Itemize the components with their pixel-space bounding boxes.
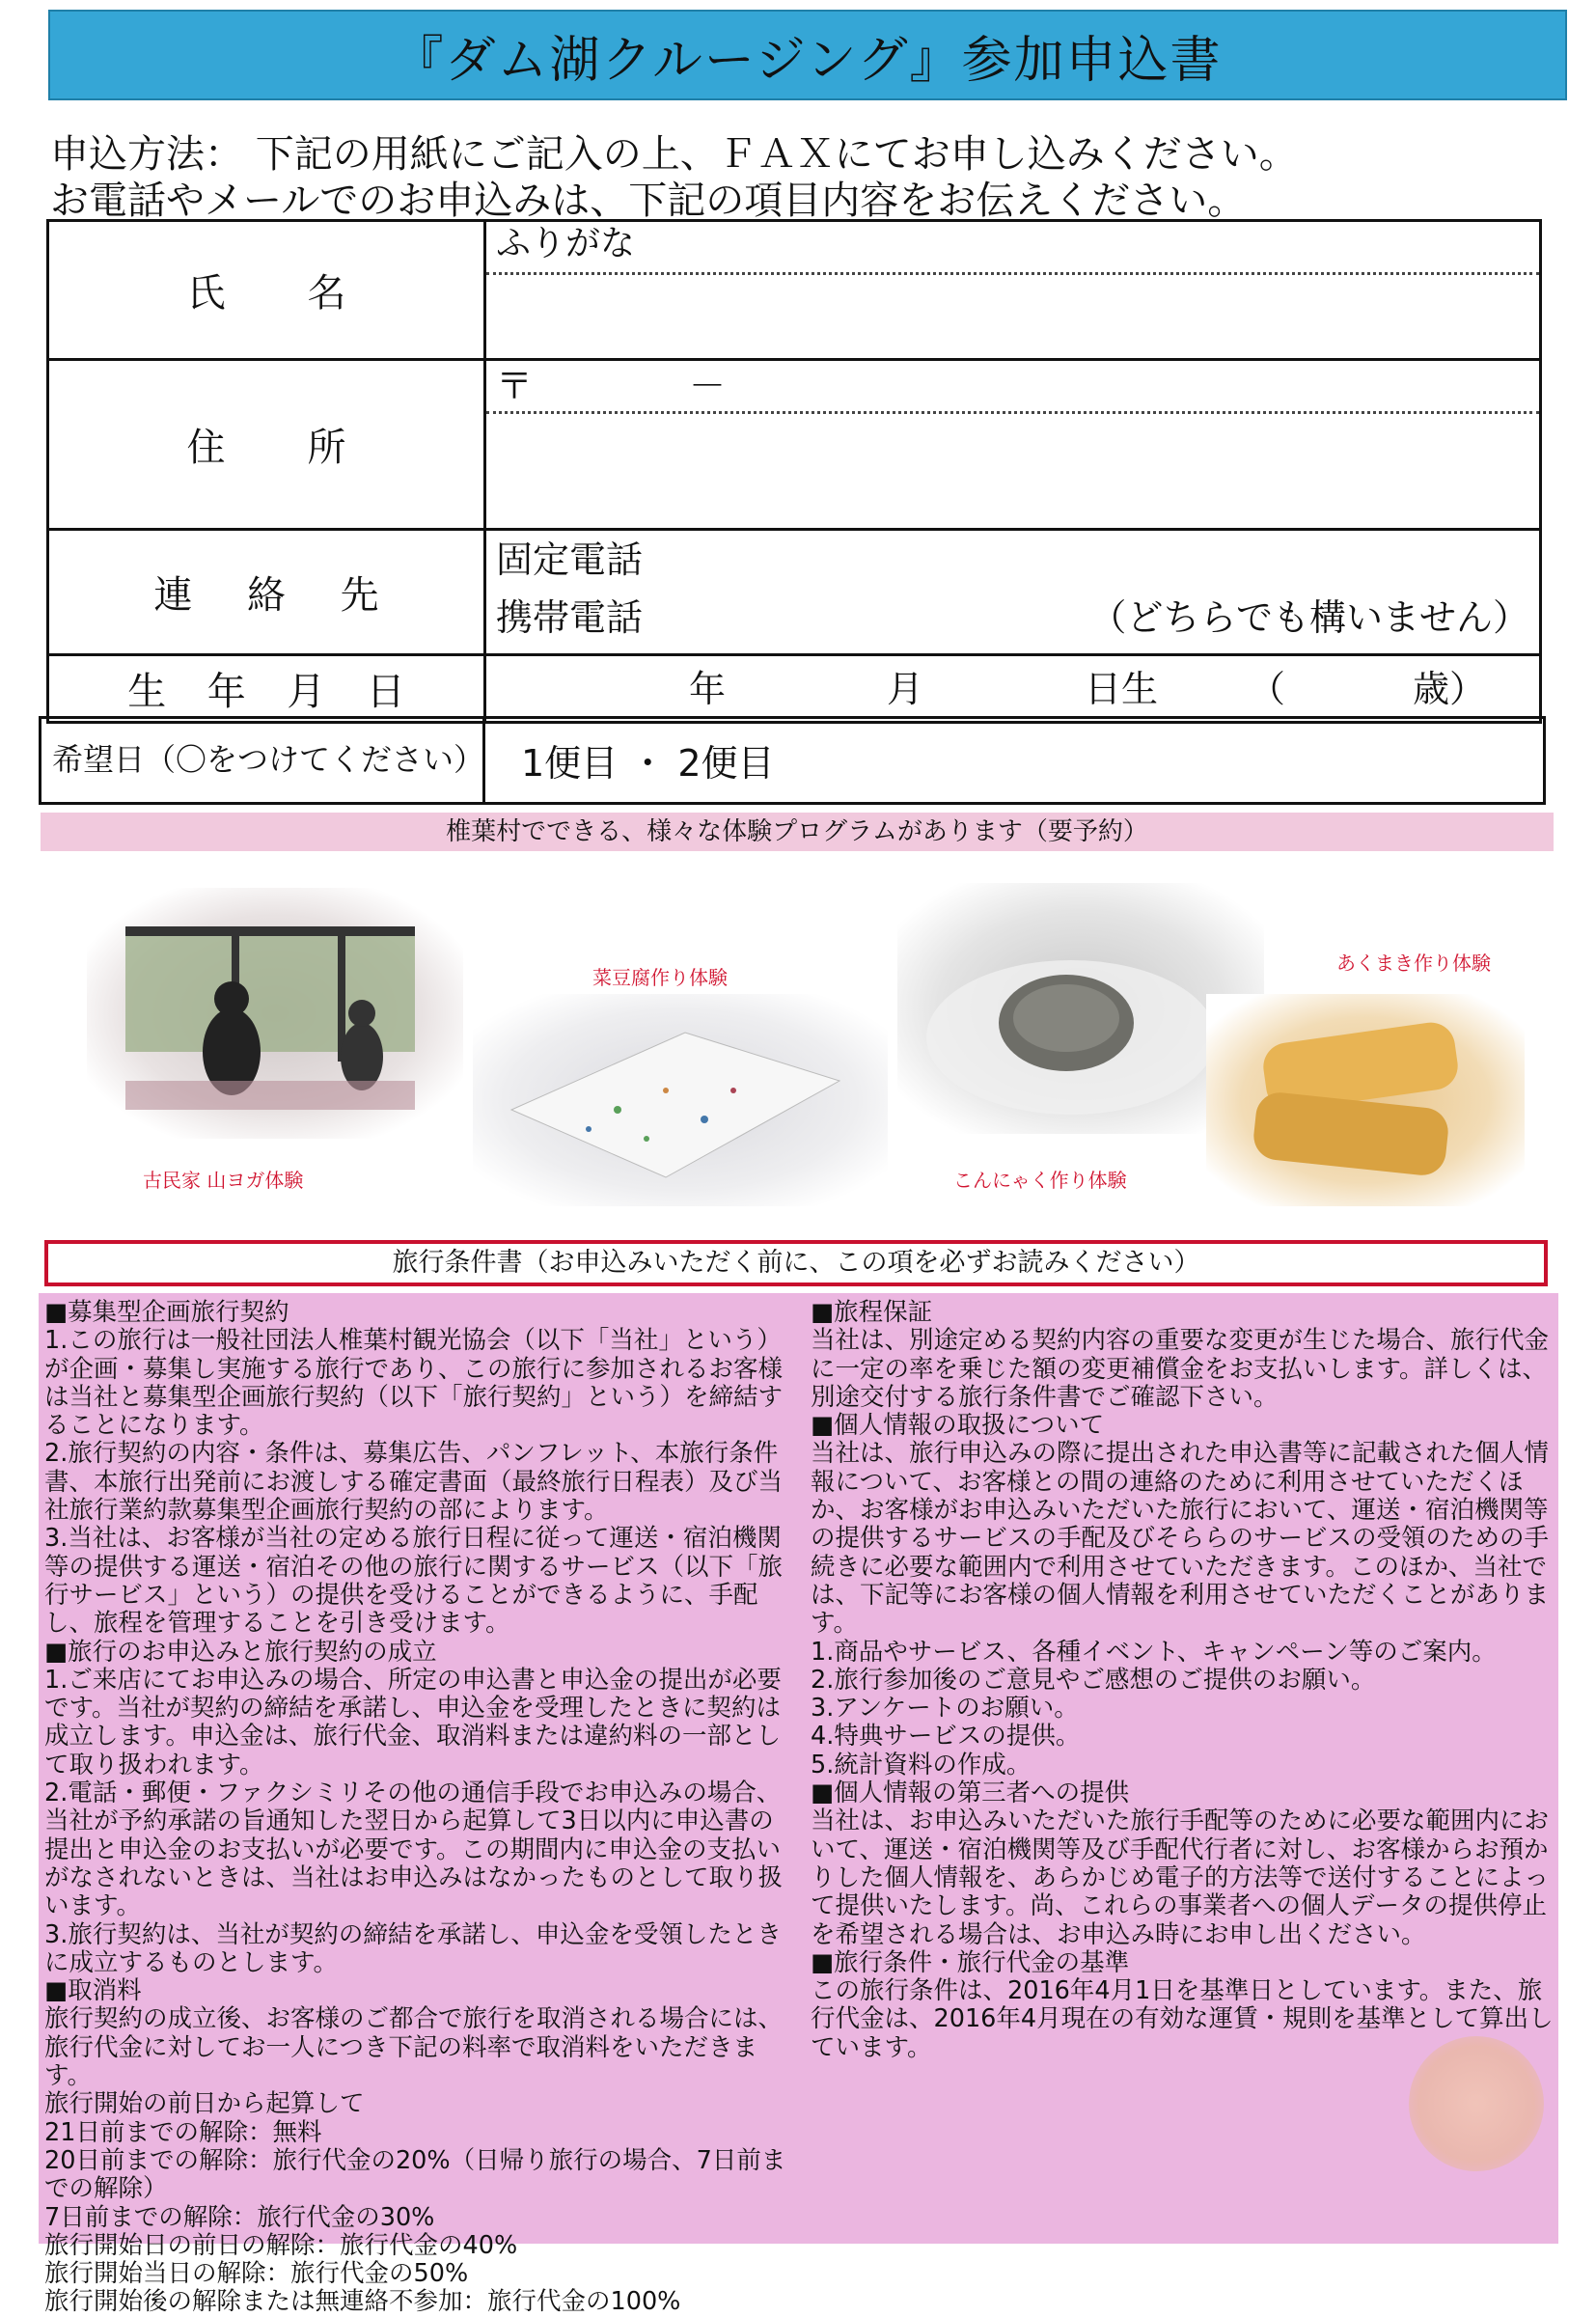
page-title: 『ダム湖クルージング』参加申込書	[393, 31, 1223, 90]
name-cell[interactable]	[485, 221, 1541, 360]
age-open: （	[1249, 667, 1286, 710]
address-cell[interactable]	[485, 360, 1541, 530]
page-title-bar	[48, 10, 1567, 100]
yoga-illustration	[87, 888, 463, 1139]
mobile-field[interactable]: 携帯電話 （どちらでも構いません）	[486, 589, 1539, 647]
instruction-line-1: 申込方法： 下記の用紙にご記入の上、ＦＡＸにてお申し込みください。	[50, 132, 1298, 177]
application-form	[46, 219, 1542, 724]
akumaki-photo	[1206, 994, 1525, 1206]
akumaki-caption: あくまき作り体験	[1336, 952, 1491, 975]
hope-date-label: 希望日（〇をつけてください）	[52, 741, 485, 778]
conditions-right-column: ■旅程保証 当社は、別途定める契約内容の重要な変更が生じた場合、旅行代金に一定の率を乗じた額の変更補償金をお支払いします。詳しくは、別途交付する旅行条件書でご確認下さい。 ■個人情報の取扱について 当社は、旅行申込みの際に提出された申込書等に記載された個人情報について、お客様との間の連絡のために利用させていただくほか、お客様がお申込みいただいた旅行において、運送・宿泊機関等の提供するサービスの手配及びそららのサービスの受領のための手続きに必要な範囲内で利用させていただきます。このほか、当社では、下記等にお客様の個人情報を利用させていただくことがあります。 1.商品やサービス、各種イベント、キャンペーン等のご案内。 2.旅行参加後のご意見やご感想のご提供のお願い。 3.アンケートのお願い。 4.特典サービスの提供。 5.統計資料の作成。 ■個人情報の第三者への提供 当社は、お申込みいただいた旅行手配等のために必要な範囲内において、運送・宿泊機関等及び手配代行者に対し、お客様からお預かりした個人情報を、あらかじめ電子的方法等で送付することによって提供いたします。尚、これらの事業者への個人データの提供停止を希望される場合は、お申込み時にお申し出ください。 ■旅行条件・旅行代金の基準 この旅行条件は、2016年4月1日を基準日としています。また、旅行代金は、2016年4月現在の有効な運賃・規則を基準として算出しています。	[811, 1298, 1554, 2062]
landline-field[interactable]: 固定電話	[496, 538, 644, 581]
postal-code-field[interactable]: 〒 －	[486, 361, 1539, 414]
address-label: 住 所	[48, 360, 485, 530]
birth-label: 生 年 月 日	[48, 655, 485, 723]
birth-cell[interactable]	[485, 655, 1541, 723]
contact-cell[interactable]	[485, 530, 1541, 655]
program-banner: 椎葉村でできる、様々な体験プログラムがあります（要予約）	[41, 813, 1554, 851]
name-label: 氏 名	[48, 221, 485, 360]
tofu-caption: 菜豆腐作り体験	[592, 966, 728, 989]
birth-month: 月	[887, 667, 924, 710]
address-input[interactable]	[486, 414, 1539, 528]
either-ok-note: （どちらでも構いません）	[1089, 596, 1529, 639]
conditions-title: 旅行条件書（お申込みいただく前に、この項を必ずお読みください）	[44, 1240, 1548, 1286]
yoga-photo	[87, 888, 463, 1139]
tofu-illustration	[473, 994, 888, 1206]
conditions-left-column: ■募集型企画旅行契約 1.この旅行は一般社団法人椎葉村観光協会（以下「当社」という）が企画・募集し実施する旅行であり、この旅行に参加されるお客様は当社と募集型企画旅行契約（以下「旅行契約」という）を締結することになります。 2.旅行契約の内容・条件は、募集広告、パンフレット、本旅行条件書、本旅行出発前にお渡しする確定書面（最終旅行日程表）及び当社旅行業約款募集型企画旅行契約の部によります。 3.当社は、お客様が当社の定める旅行日程に従って運送・宿泊機関等の提供する運送・宿泊その他の旅行に関するサービス（以下「旅行サービス」という）の提供を受けることができるように、手配し、旅程を管理することを引き受けます。 ■旅行のお申込みと旅行契約の成立 1.ご来店にてお申込みの場合、所定の申込書と申込金の提出が必要です。当社が契約の締結を承諾し、申込金を受理したときに契約は成立します。申込金は、旅行代金、取消料または違約料の一部として取り扱われます。 2.電話・郵便・ファクシミリその他の通信手段でお申込みの場合、当社が予約承諾の旨通知した翌日から起算して3日以内に申込書の提出と申込金のお支払いが必要です。この期間内に申込金の支払いがなされないときは、当社はお申込みはなかったものとして取り扱います。 3.旅行契約は、当社が契約の締結を承諾し、申込金を受領したときに成立するものとします。 ■取消料 旅行契約の成立後、お客様のご都合で旅行を取消される場合には、旅行代金に対してお一人につき下記の料率で取消料をいただきます。 旅行開始の前日から起算して 21日前までの解除：無料 20日前までの解除：旅行代金の20%（日帰り旅行の場合、7日前までの解除） 7日前までの解除：旅行代金の30% 旅行開始日の前日の解除：旅行代金の40% 旅行開始当日の解除：旅行代金の50% 旅行開始後の解除または無連絡不参加：旅行代金の100%	[44, 1298, 786, 2317]
hope-date-options[interactable]: 1便目 ・ 2便目	[521, 742, 775, 785]
name-input[interactable]	[486, 275, 1539, 358]
age-close: 歳）	[1413, 667, 1487, 710]
akumaki-illustration	[1206, 994, 1525, 1206]
tofu-photo	[473, 994, 888, 1206]
yoga-caption: 古民家 山ヨガ体験	[143, 1169, 304, 1192]
contact-label: 連 絡 先	[48, 530, 485, 655]
birth-year: 年	[689, 667, 727, 710]
furigana-field[interactable]: ふりがな	[486, 222, 1539, 275]
birth-day: 日生	[1085, 667, 1159, 710]
konnyaku-caption: こんにゃく作り体験	[953, 1169, 1127, 1192]
instruction-line-2: お電話やメールでのお申込みは、下記の項目内容をお伝えください。	[50, 179, 1247, 223]
